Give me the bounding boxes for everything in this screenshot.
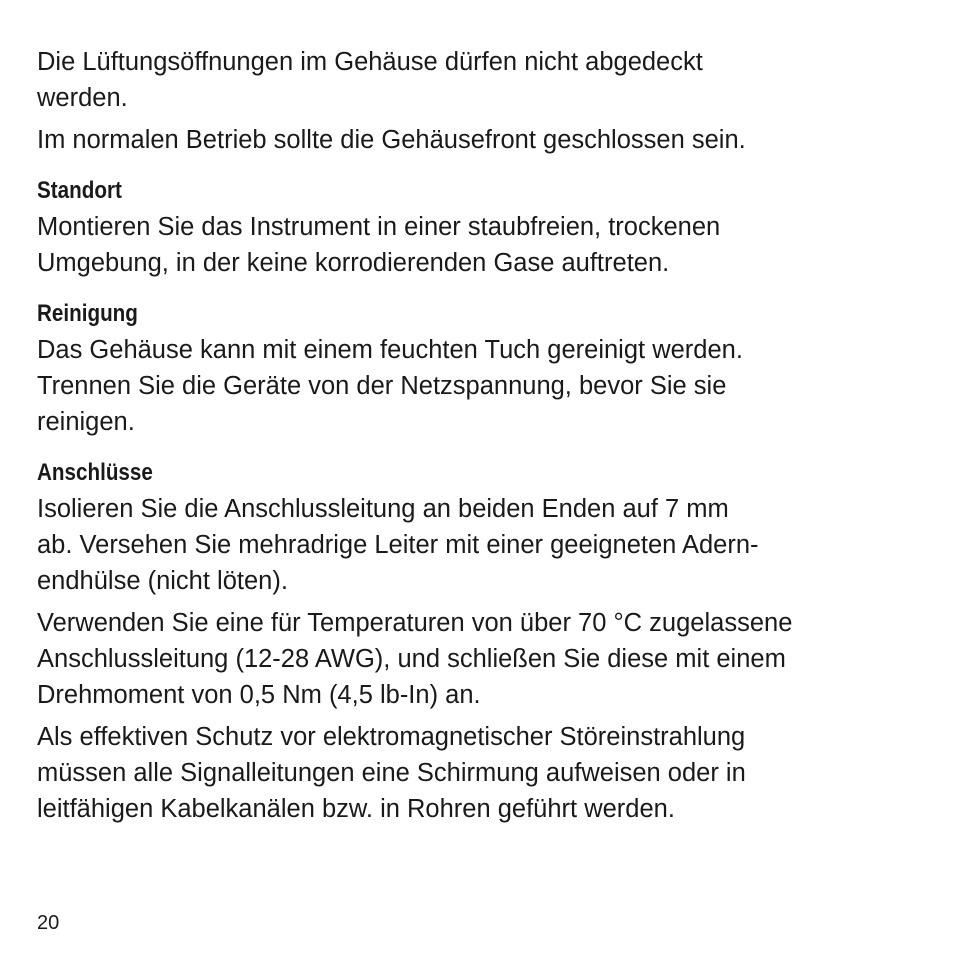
page-number: 20 [37,912,60,934]
text-line: endhülse (nicht löten). [37,567,288,595]
reinigung-paragraph [37,332,917,440]
text-line: Das Gehäuse kann mit einem feuchten Tuch gereinigt werden. [37,336,743,364]
text-line: Die Lüftungsöffnungen im Gehäuse dürfen nicht abgedeckt [37,48,703,76]
intro-paragraph-front [37,122,917,158]
text-line: Drehmoment von 0,5 Nm (4,5 lb-In) an. [37,681,481,709]
anschluesse-paragraph-isolation [37,491,917,599]
text-line: leitfähigen Kabelkanälen bzw. in Rohren geführt werden. [37,795,675,823]
text-line: Verwenden Sie eine für Temperaturen von über 70 °C zugelassene [37,609,793,637]
standort-paragraph [37,209,917,281]
text-line: Als effektiven Schutz vor elektromagnetischer Störeinstrahlung [37,723,746,751]
document-page [37,44,917,833]
anschluesse-paragraph-cable [37,605,917,713]
text-line: müssen alle Signalleitungen eine Schirmung aufweisen oder in [37,759,746,787]
text-line: werden. [37,84,128,112]
text-line: Isolieren Sie die Anschlussleitung an beiden Enden auf 7 mm [37,495,729,523]
intro-paragraph-ventilation [37,44,917,116]
anschluesse-paragraph-shielding [37,719,917,827]
text-line: Montieren Sie das Instrument in einer staubfreien, trockenen [37,213,721,241]
text-line: Trennen Sie die Geräte von der Netzspannung, bevor Sie sie [37,372,727,400]
text-line: reinigen. [37,408,135,436]
text-line: ab. Versehen Sie mehradrige Leiter mit einer geeigneten Adern- [37,531,759,559]
text-line: Im normalen Betrieb sollte die Gehäusefront geschlossen sein. [37,126,746,154]
section-heading-standort: Standort [37,177,122,204]
section-heading-reinigung: Reinigung [37,300,138,327]
text-line: Anschlussleitung (12-28 AWG), und schließen Sie diese mit einem [37,645,786,673]
text-line: Umgebung, in der keine korrodierenden Gase auftreten. [37,249,670,277]
section-heading-anschluesse: Anschlüsse [37,459,153,486]
